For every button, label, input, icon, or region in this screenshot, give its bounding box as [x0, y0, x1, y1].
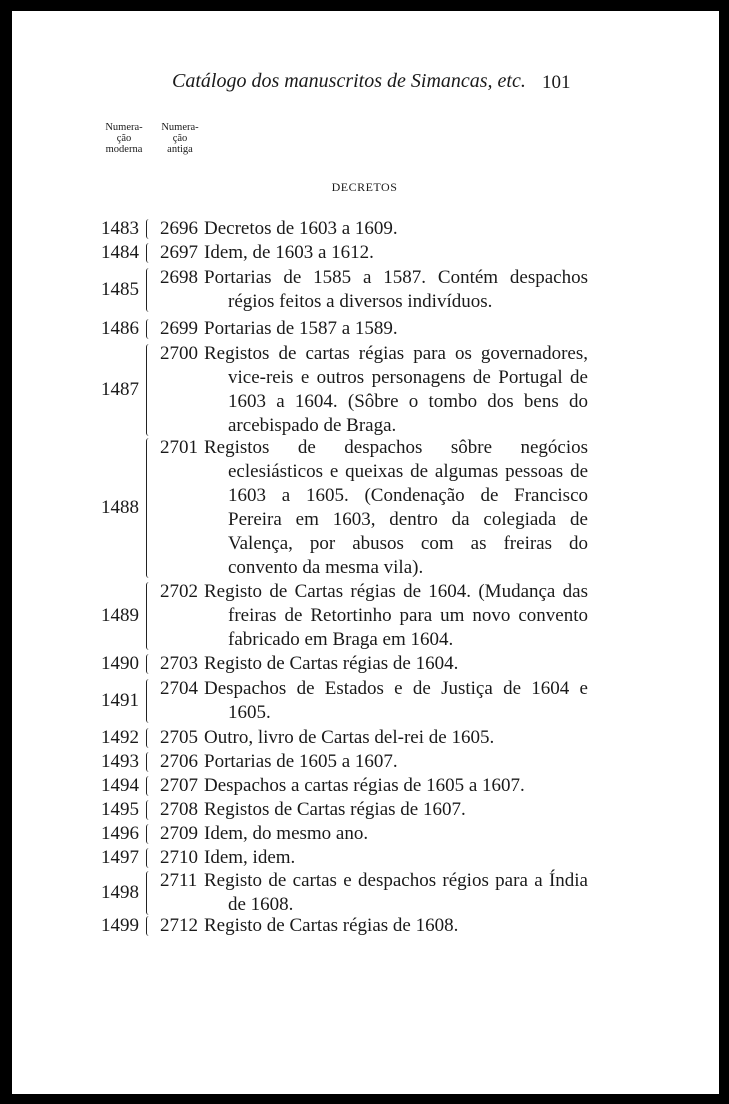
modern-number: 1489 — [101, 605, 139, 626]
brace — [146, 679, 152, 723]
modern-number: 1495 — [101, 799, 139, 820]
catalog-entry — [0, 217, 729, 241]
catalog-entry — [0, 342, 729, 438]
old-number: 2710 — [160, 847, 198, 868]
brace — [146, 824, 152, 844]
old-number: 2706 — [160, 751, 198, 772]
brace — [146, 776, 152, 796]
old-number: 2709 — [160, 823, 198, 844]
modern-number: 1488 — [101, 497, 139, 518]
entry-description: Decretos de 1603 a 1609. — [204, 218, 398, 239]
old-number: 2697 — [160, 242, 198, 263]
entry-description: Registo de Cartas régias de 1604. — [204, 653, 459, 674]
entry-description: Idem, de 1603 a 1612. — [204, 242, 374, 263]
entry-description: Idem, idem. — [204, 847, 296, 868]
brace — [146, 438, 152, 578]
brace — [146, 319, 152, 339]
old-number: 2712 — [160, 915, 198, 936]
modern-number: 1486 — [101, 318, 139, 339]
brace — [146, 654, 152, 674]
entry-description: Portarias de 1585 a 1587. Contém despachos régios feitos a diversos indivíduos. — [204, 267, 588, 312]
catalog-entry — [0, 750, 729, 774]
old-number: 2707 — [160, 775, 198, 796]
catalog-entry — [0, 317, 729, 341]
modern-number: 1487 — [101, 379, 139, 400]
brace — [146, 243, 152, 263]
old-number: 2702 — [160, 581, 198, 602]
entry-description: Outro, livro de Cartas del-rei de 1605. — [204, 727, 495, 748]
old-number: 2708 — [160, 799, 198, 820]
entry-description: Registos de Cartas régias de 1607. — [204, 799, 466, 820]
old-number: 2698 — [160, 267, 198, 288]
old-number: 2705 — [160, 727, 198, 748]
modern-number: 1494 — [101, 775, 139, 796]
old-number: 2700 — [160, 343, 198, 364]
modern-number: 1492 — [101, 727, 139, 748]
catalog-entry — [0, 677, 729, 725]
catalog-entry — [0, 266, 729, 314]
modern-number: 1497 — [101, 847, 139, 868]
entry-description: Registo de cartas e despachos régios para a Índia de 1608. — [204, 870, 588, 915]
brace — [146, 219, 152, 239]
modern-number: 1491 — [101, 690, 139, 711]
entry-description: Portarias de 1587 a 1589. — [204, 318, 398, 339]
entry-description: Registos de cartas régias para os governadores, vice-reis e outros personagens de Portugal de 1603 a 1604. (Sôbre o tombo dos bens do arcebispado de Braga. — [204, 343, 588, 436]
old-number: 2701 — [160, 437, 198, 458]
old-number: 2704 — [160, 678, 198, 699]
catalog-entry — [0, 436, 729, 580]
brace — [146, 848, 152, 868]
entry-description: Despachos de Estados e de Justiça de 1604 e 1605. — [204, 678, 588, 723]
modern-number: 1493 — [101, 751, 139, 772]
entry-description: Despachos a cartas régias de 1605 a 1607. — [204, 775, 525, 796]
modern-number: 1499 — [101, 915, 139, 936]
catalog-entry — [0, 241, 729, 265]
brace — [146, 916, 152, 936]
old-number: 2699 — [160, 318, 198, 339]
brace — [146, 728, 152, 748]
entry-description: Portarias de 1605 a 1607. — [204, 751, 398, 772]
brace — [146, 800, 152, 820]
old-number: 2703 — [160, 653, 198, 674]
modern-number: 1496 — [101, 823, 139, 844]
entry-description: Registos de despachos sôbre negócios eclesiásticos e queixas de algumas pessoas de 1603 a 1605. (Condenação de Francisco Pereira em 1603, dentro da colegiada de Valença, por abusos com as freiras do convento da mesma vila). — [204, 437, 588, 578]
modern-number: 1483 — [101, 218, 139, 239]
catalog-entry — [0, 846, 729, 870]
catalog-entry — [0, 798, 729, 822]
catalog-entry — [0, 580, 729, 652]
catalog-entry — [0, 652, 729, 676]
brace — [146, 268, 152, 312]
modern-number: 1490 — [101, 653, 139, 674]
modern-number: 1498 — [101, 882, 139, 903]
catalog-entry — [0, 869, 729, 917]
catalog-entry — [0, 914, 729, 938]
old-number: 2711 — [160, 870, 198, 891]
catalog-entry — [0, 822, 729, 846]
entry-description: Registo de Cartas régias de 1604. (Mudança das freiras de Retortinho para um novo convento fabricado em Braga em 1604. — [204, 581, 588, 650]
entry-description: Idem, do mesmo ano. — [204, 823, 369, 844]
page-number: 101 — [542, 72, 571, 93]
modern-number: 1484 — [101, 242, 139, 263]
section-heading: DECRETOS — [331, 180, 398, 194]
catalog-entry — [0, 774, 729, 798]
brace — [146, 871, 152, 915]
brace — [146, 344, 152, 436]
column-head-modern-numbering: Numera- ção moderna — [105, 122, 143, 155]
entry-description: Registo de Cartas régias de 1608. — [204, 915, 459, 936]
brace — [146, 582, 152, 650]
old-number: 2696 — [160, 218, 198, 239]
running-title: Catálogo dos manuscritos de Simancas, etc. — [172, 70, 526, 92]
modern-number: 1485 — [101, 279, 139, 300]
catalog-entry — [0, 726, 729, 750]
column-head-old-numbering: Numera- ção antiga — [161, 122, 199, 155]
brace — [146, 752, 152, 772]
